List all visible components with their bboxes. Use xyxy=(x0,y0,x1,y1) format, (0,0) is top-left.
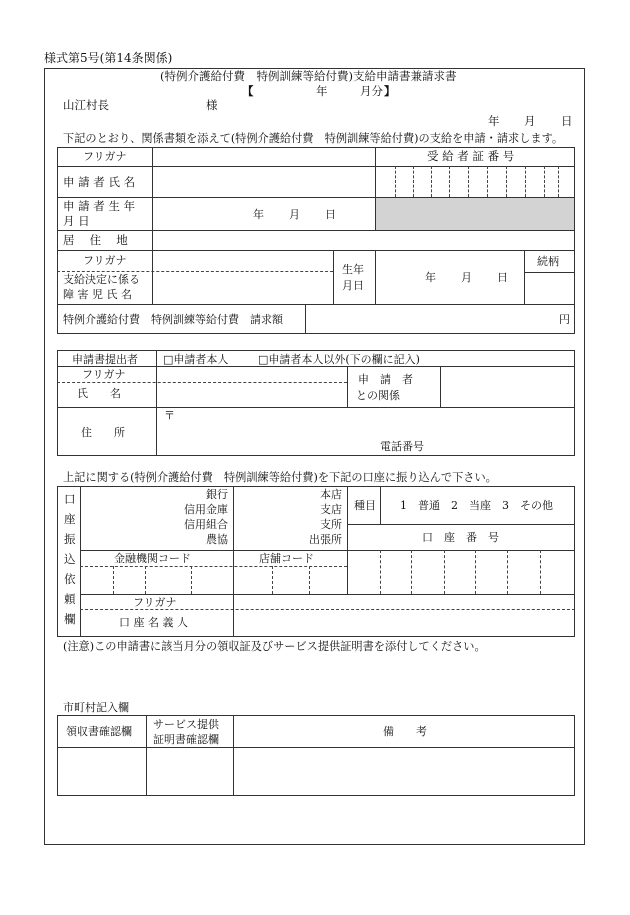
submitter-furigana-field[interactable] xyxy=(157,367,347,382)
applicant-birth-label-2: 月 日 xyxy=(63,214,90,228)
child-month: 月 xyxy=(461,271,472,284)
branch-type-shiten: 支店 xyxy=(320,503,342,516)
recipient-honorific: 様 xyxy=(206,98,218,112)
relation-label: 続柄 xyxy=(537,255,559,268)
child-label-1: 支給決定に係る xyxy=(63,273,140,286)
furigana2-label: フリガナ xyxy=(83,254,127,267)
claim-amount-field[interactable] xyxy=(306,305,574,334)
bank-side-char-1: 座 xyxy=(64,512,76,526)
account-number-field[interactable] xyxy=(348,551,574,594)
bank-side-char-2: 振 xyxy=(64,532,76,546)
bank-side-char-4: 依 xyxy=(64,572,76,586)
applicant-name-label: 申 請 者 氏 名 xyxy=(63,175,136,189)
intro-text: 下記のとおり、関係書類を添えて(特例介護給付費 特例訓練等給付費)の支給を申請・請求します。 xyxy=(63,132,564,145)
submitter-name-label: 氏 名 xyxy=(77,387,121,400)
date-year: 年 xyxy=(488,114,500,128)
branch-code-field[interactable] xyxy=(234,567,347,594)
account-number-label: 口 座 番 号 xyxy=(422,531,499,544)
date-month: 月 xyxy=(524,114,536,128)
option-self[interactable]: □申請者本人 xyxy=(163,353,229,366)
receipt-check-field[interactable] xyxy=(58,748,146,795)
applicant-name-field[interactable] xyxy=(153,167,374,197)
caution-note: (注意)この申請書に該当月分の領収証及びサービス提供証明書を添付してください。 xyxy=(63,640,486,653)
address-label: 居 住 地 xyxy=(63,233,128,247)
transfer-note: 上記に関する(特例介護給付費 特例訓練等給付費)を下記の口座に振り込んで下さい。 xyxy=(63,471,497,484)
recipient-number-field[interactable] xyxy=(376,167,574,197)
child-name-field[interactable] xyxy=(153,251,333,304)
bank-side-char-0: 口 xyxy=(64,492,76,506)
birth-day: 日 xyxy=(325,208,336,221)
submitter-address-field[interactable] xyxy=(157,408,574,455)
submitter-relation-field[interactable] xyxy=(441,367,574,407)
submitter-relation-label-2: との関係 xyxy=(356,389,400,402)
applicant-birth-label-1: 申 請 者 生 年 xyxy=(63,199,136,213)
postal-mark: 〒 xyxy=(164,409,175,422)
branch-code-label: 店舗コード xyxy=(259,552,314,565)
period-close: 】 xyxy=(384,84,396,98)
institution-code-field[interactable] xyxy=(81,567,233,594)
birth-year: 年 xyxy=(253,208,264,221)
period-open: 【 xyxy=(242,84,254,98)
recipient-name: 山江村長 xyxy=(63,98,109,112)
child-birth-label-1: 生年 xyxy=(342,263,364,276)
holder-furigana-field[interactable] xyxy=(234,595,574,609)
submitter-address-label: 住 所 xyxy=(81,426,125,439)
applicant-furigana-field[interactable] xyxy=(153,148,374,166)
receipt-check-label: 領収書確認欄 xyxy=(66,725,132,738)
submitter-furigana-label: フリガナ xyxy=(82,368,126,381)
claim-label: 特例介護給付費 特例訓練等給付費 請求額 xyxy=(63,313,283,326)
option-other[interactable]: □申請者本人以外(下の欄に記入) xyxy=(258,353,420,366)
account-kind-options[interactable]: 1 普通 2 当座 3 その他 xyxy=(400,499,553,512)
institution-code-label: 金融機関コード xyxy=(114,552,191,565)
holder-furigana-label: フリガナ xyxy=(133,596,177,609)
service-check-label-1: サービス提供 xyxy=(153,718,219,731)
remarks-label: 備 考 xyxy=(383,725,427,738)
branch-type-shisho: 支所 xyxy=(320,518,342,531)
period-month: 月分 xyxy=(360,84,383,98)
phone-label: 電話番号 xyxy=(380,440,424,453)
address-field[interactable] xyxy=(153,231,574,250)
child-year: 年 xyxy=(425,271,436,284)
relation-field[interactable] xyxy=(525,273,574,304)
furigana-label: フリガナ xyxy=(83,150,127,163)
bank-side-char-5: 頼 xyxy=(64,592,76,606)
child-day: 日 xyxy=(497,271,508,284)
yen-label: 円 xyxy=(559,313,570,326)
shaded-area xyxy=(376,198,574,230)
holder-label: 口 座 名 義 人 xyxy=(119,616,188,629)
bank-side-char-3: 込 xyxy=(64,552,76,566)
form-id: 様式第5号(第14条関係) xyxy=(44,51,173,65)
birth-month: 月 xyxy=(289,208,300,221)
remarks-field[interactable] xyxy=(234,748,574,795)
submitter-relation-label-1: 申 請 者 xyxy=(358,373,413,386)
inst-type-kumiai: 信用組合 xyxy=(184,518,228,531)
branch-type-honten: 本店 xyxy=(320,488,342,501)
inst-type-nokyo: 農協 xyxy=(206,533,228,546)
page-title: (特例介護給付費 特例訓練等給付費)支給申請書兼請求書 xyxy=(160,69,457,83)
inst-type-shinkin: 信用金庫 xyxy=(184,503,228,516)
service-check-field[interactable] xyxy=(147,748,233,795)
account-kind-label: 種目 xyxy=(354,499,376,512)
recipient-number-label: 受 給 者 証 番 号 xyxy=(427,149,515,163)
period-year: 年 xyxy=(316,84,328,98)
submitter-name-field[interactable] xyxy=(157,383,347,407)
child-label-2: 障 害 児 氏 名 xyxy=(63,288,132,301)
child-birth-label-2: 月日 xyxy=(342,279,364,292)
holder-name-field[interactable] xyxy=(234,610,574,636)
date-day: 日 xyxy=(561,114,573,128)
branch-type-shucchojo: 出張所 xyxy=(309,533,342,546)
inst-type-bank: 銀行 xyxy=(206,488,228,501)
bank-side-char-6: 欄 xyxy=(64,612,76,626)
municipal-title: 市町村記入欄 xyxy=(63,701,129,714)
service-check-label-2: 証明書確認欄 xyxy=(153,733,219,746)
submitter-label: 申請書提出者 xyxy=(72,353,138,366)
